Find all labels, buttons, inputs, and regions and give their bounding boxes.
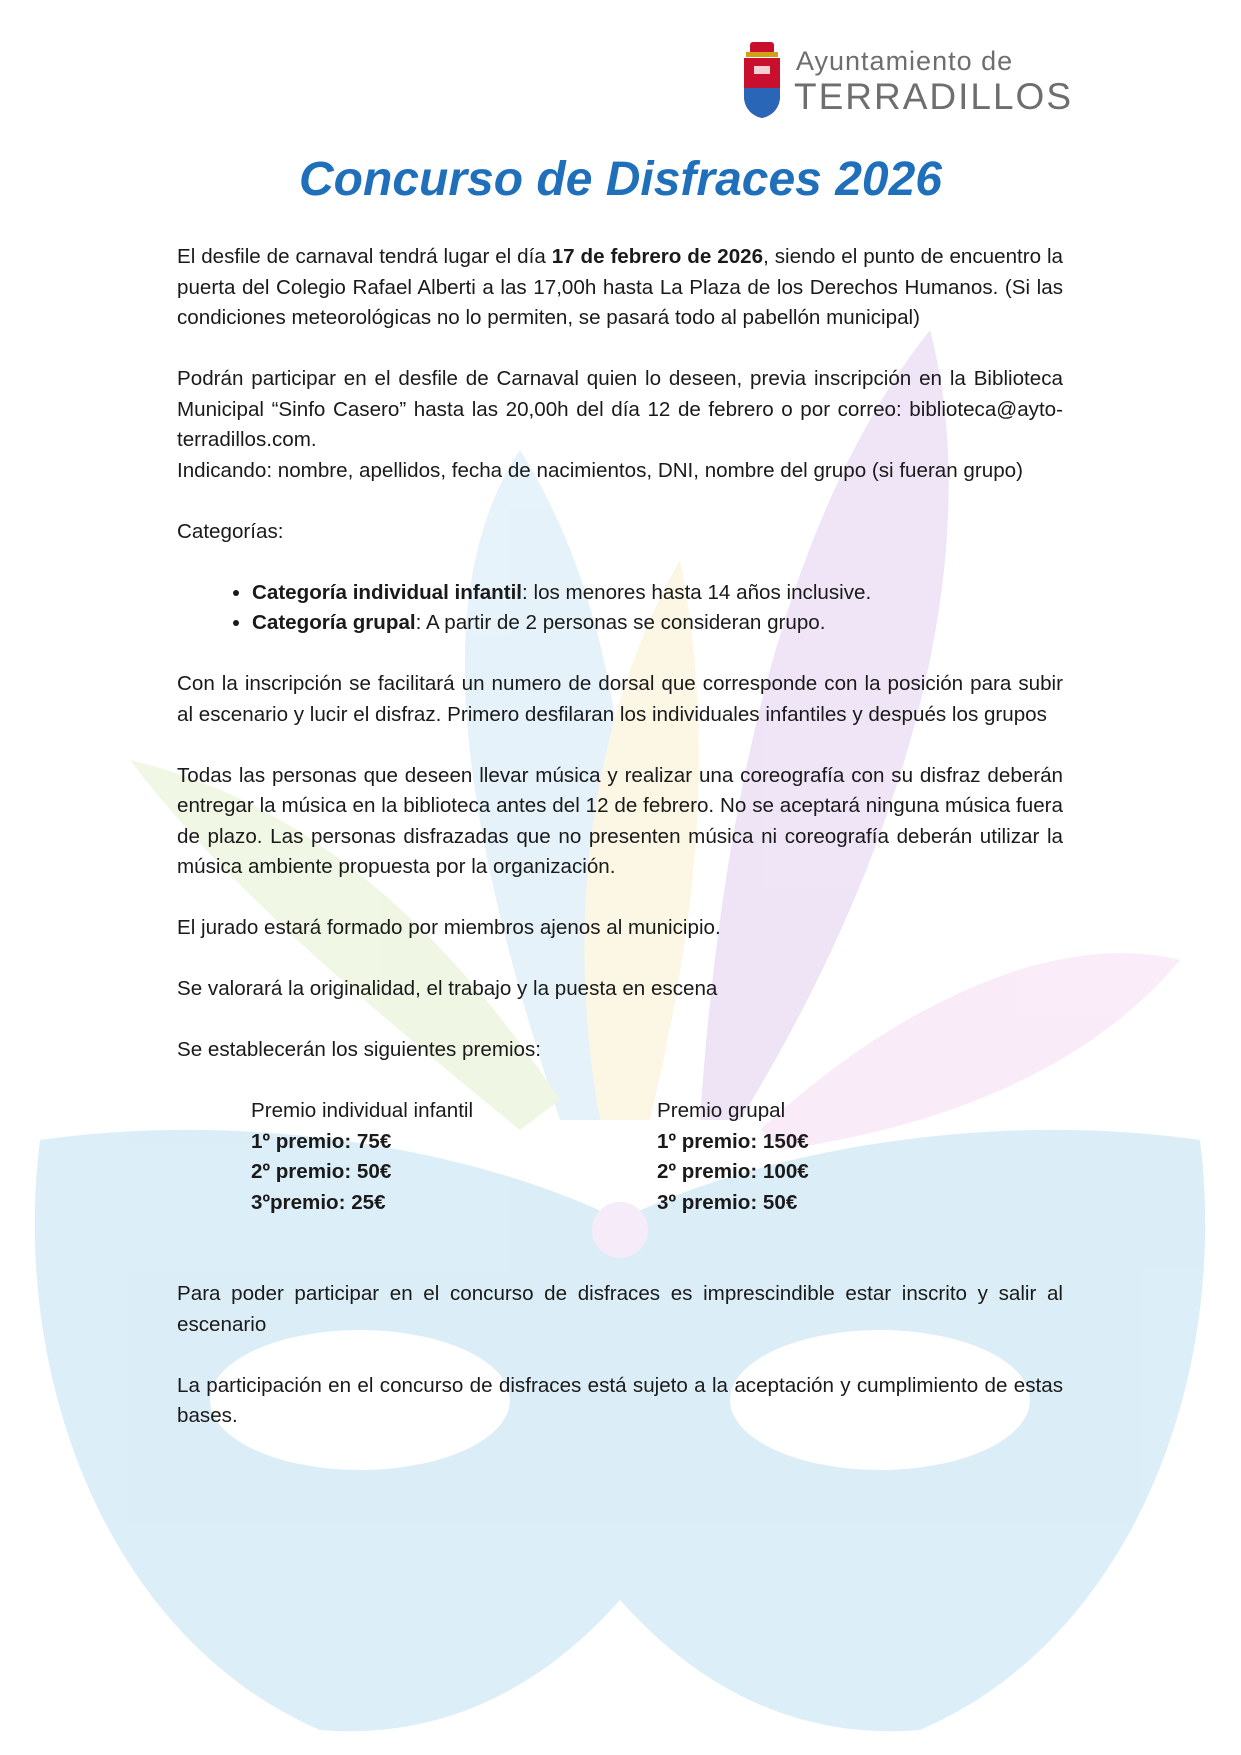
participation-paragraph: Podrán participar en el desfile de Carnaval quien lo deseen, previa inscripción en la Biblioteca Municipal “Sinfo Casero” hasta las 20,00h del día 12 de febrero o por correo: biblioteca@ayto-terradillos.com. xyxy=(177,367,1063,451)
municipality-logo xyxy=(740,42,1074,120)
prize-third: 3ºpremio: 25€ xyxy=(251,1190,386,1214)
categories-heading: Categorías: xyxy=(177,519,284,543)
prize-first: 1º premio: 75€ xyxy=(251,1129,392,1153)
category-desc: : los menores hasta 14 años inclusive. xyxy=(522,580,872,604)
intro-date: 17 de febrero de 2026 xyxy=(551,245,764,268)
prize-second: 2º premio: 100€ xyxy=(657,1160,809,1183)
prize-third: 3º premio: 50€ xyxy=(657,1190,798,1214)
jury-paragraph: El jurado estará formado por miembros ajenos al municipio. xyxy=(177,916,721,939)
intro-part1: El desfile de carnaval tendrá lugar el día xyxy=(177,245,552,268)
document-body xyxy=(177,242,1063,1462)
prize-second: 2º premio: 50€ xyxy=(251,1160,392,1183)
coat-of-arms-icon xyxy=(740,42,784,120)
prizes-table xyxy=(177,1096,1063,1218)
music-paragraph: Todas las personas que deseen llevar música y realizar una coreografía con su disfraz deberán entregar la música en la biblioteca antes del 12 de febrero. No se aceptará ninguna música fuera de plazo. Las personas disfrazadas que no presenten música ni coreografía deberán utilizar la música ambiente propuesta por la organización. xyxy=(177,763,1063,878)
category-name: Categoría grupal xyxy=(252,611,416,634)
logo-line1: Ayuntamiento de xyxy=(796,46,1014,76)
prize-first: 1º premio: 150€ xyxy=(657,1129,809,1153)
indicating-paragraph: Indicando: nombre, apellidos, fecha de nacimientos, DNI, nombre del grupo (si fueran grupo) xyxy=(177,458,1023,482)
category-item xyxy=(252,578,1063,609)
intro-part2: , siendo el punto de encuentro la puerta del Colegio Rafael Alberti a las 17,00h hasta La Plaza de los Derechos Humanos. (Si las condiciones meteorológicas no lo permiten, se pasará todo al pabellón municipal) xyxy=(177,245,1064,329)
valuation-paragraph: Se valorará la originalidad, el trabajo y la puesta en escena xyxy=(177,977,718,1000)
page-title: Concurso de Disfraces 2026 xyxy=(299,153,942,206)
logo-line2: TERRADILLOS xyxy=(794,76,1074,117)
prize-title: Premio individual infantil xyxy=(251,1099,474,1122)
requirement-paragraph: Para poder participar en el concurso de disfraces es imprescindible estar inscrito y salir al escenario xyxy=(177,1282,1063,1336)
intro-paragraph xyxy=(177,242,1063,334)
prize-column-individual xyxy=(251,1096,657,1218)
category-item xyxy=(252,608,1063,639)
prizes-heading: Se establecerán los siguientes premios: xyxy=(177,1038,542,1061)
category-desc: : A partir de 2 personas se consideran grupo. xyxy=(415,611,826,634)
categories-list xyxy=(177,578,1063,639)
acceptance-paragraph: La participación en el concurso de disfraces está sujeto a la aceptación y cumplimiento de estas bases. xyxy=(177,1373,1063,1427)
dorsal-paragraph: Con la inscripción se facilitará un numero de dorsal que corresponde con la posición para subir al escenario y lucir el disfraz. Primero desfilaran los individuales infantiles y después los grupos xyxy=(177,672,1063,726)
prize-column-group xyxy=(657,1096,1063,1218)
prize-title: Premio grupal xyxy=(657,1099,786,1122)
category-name: Categoría individual infantil xyxy=(252,580,523,604)
